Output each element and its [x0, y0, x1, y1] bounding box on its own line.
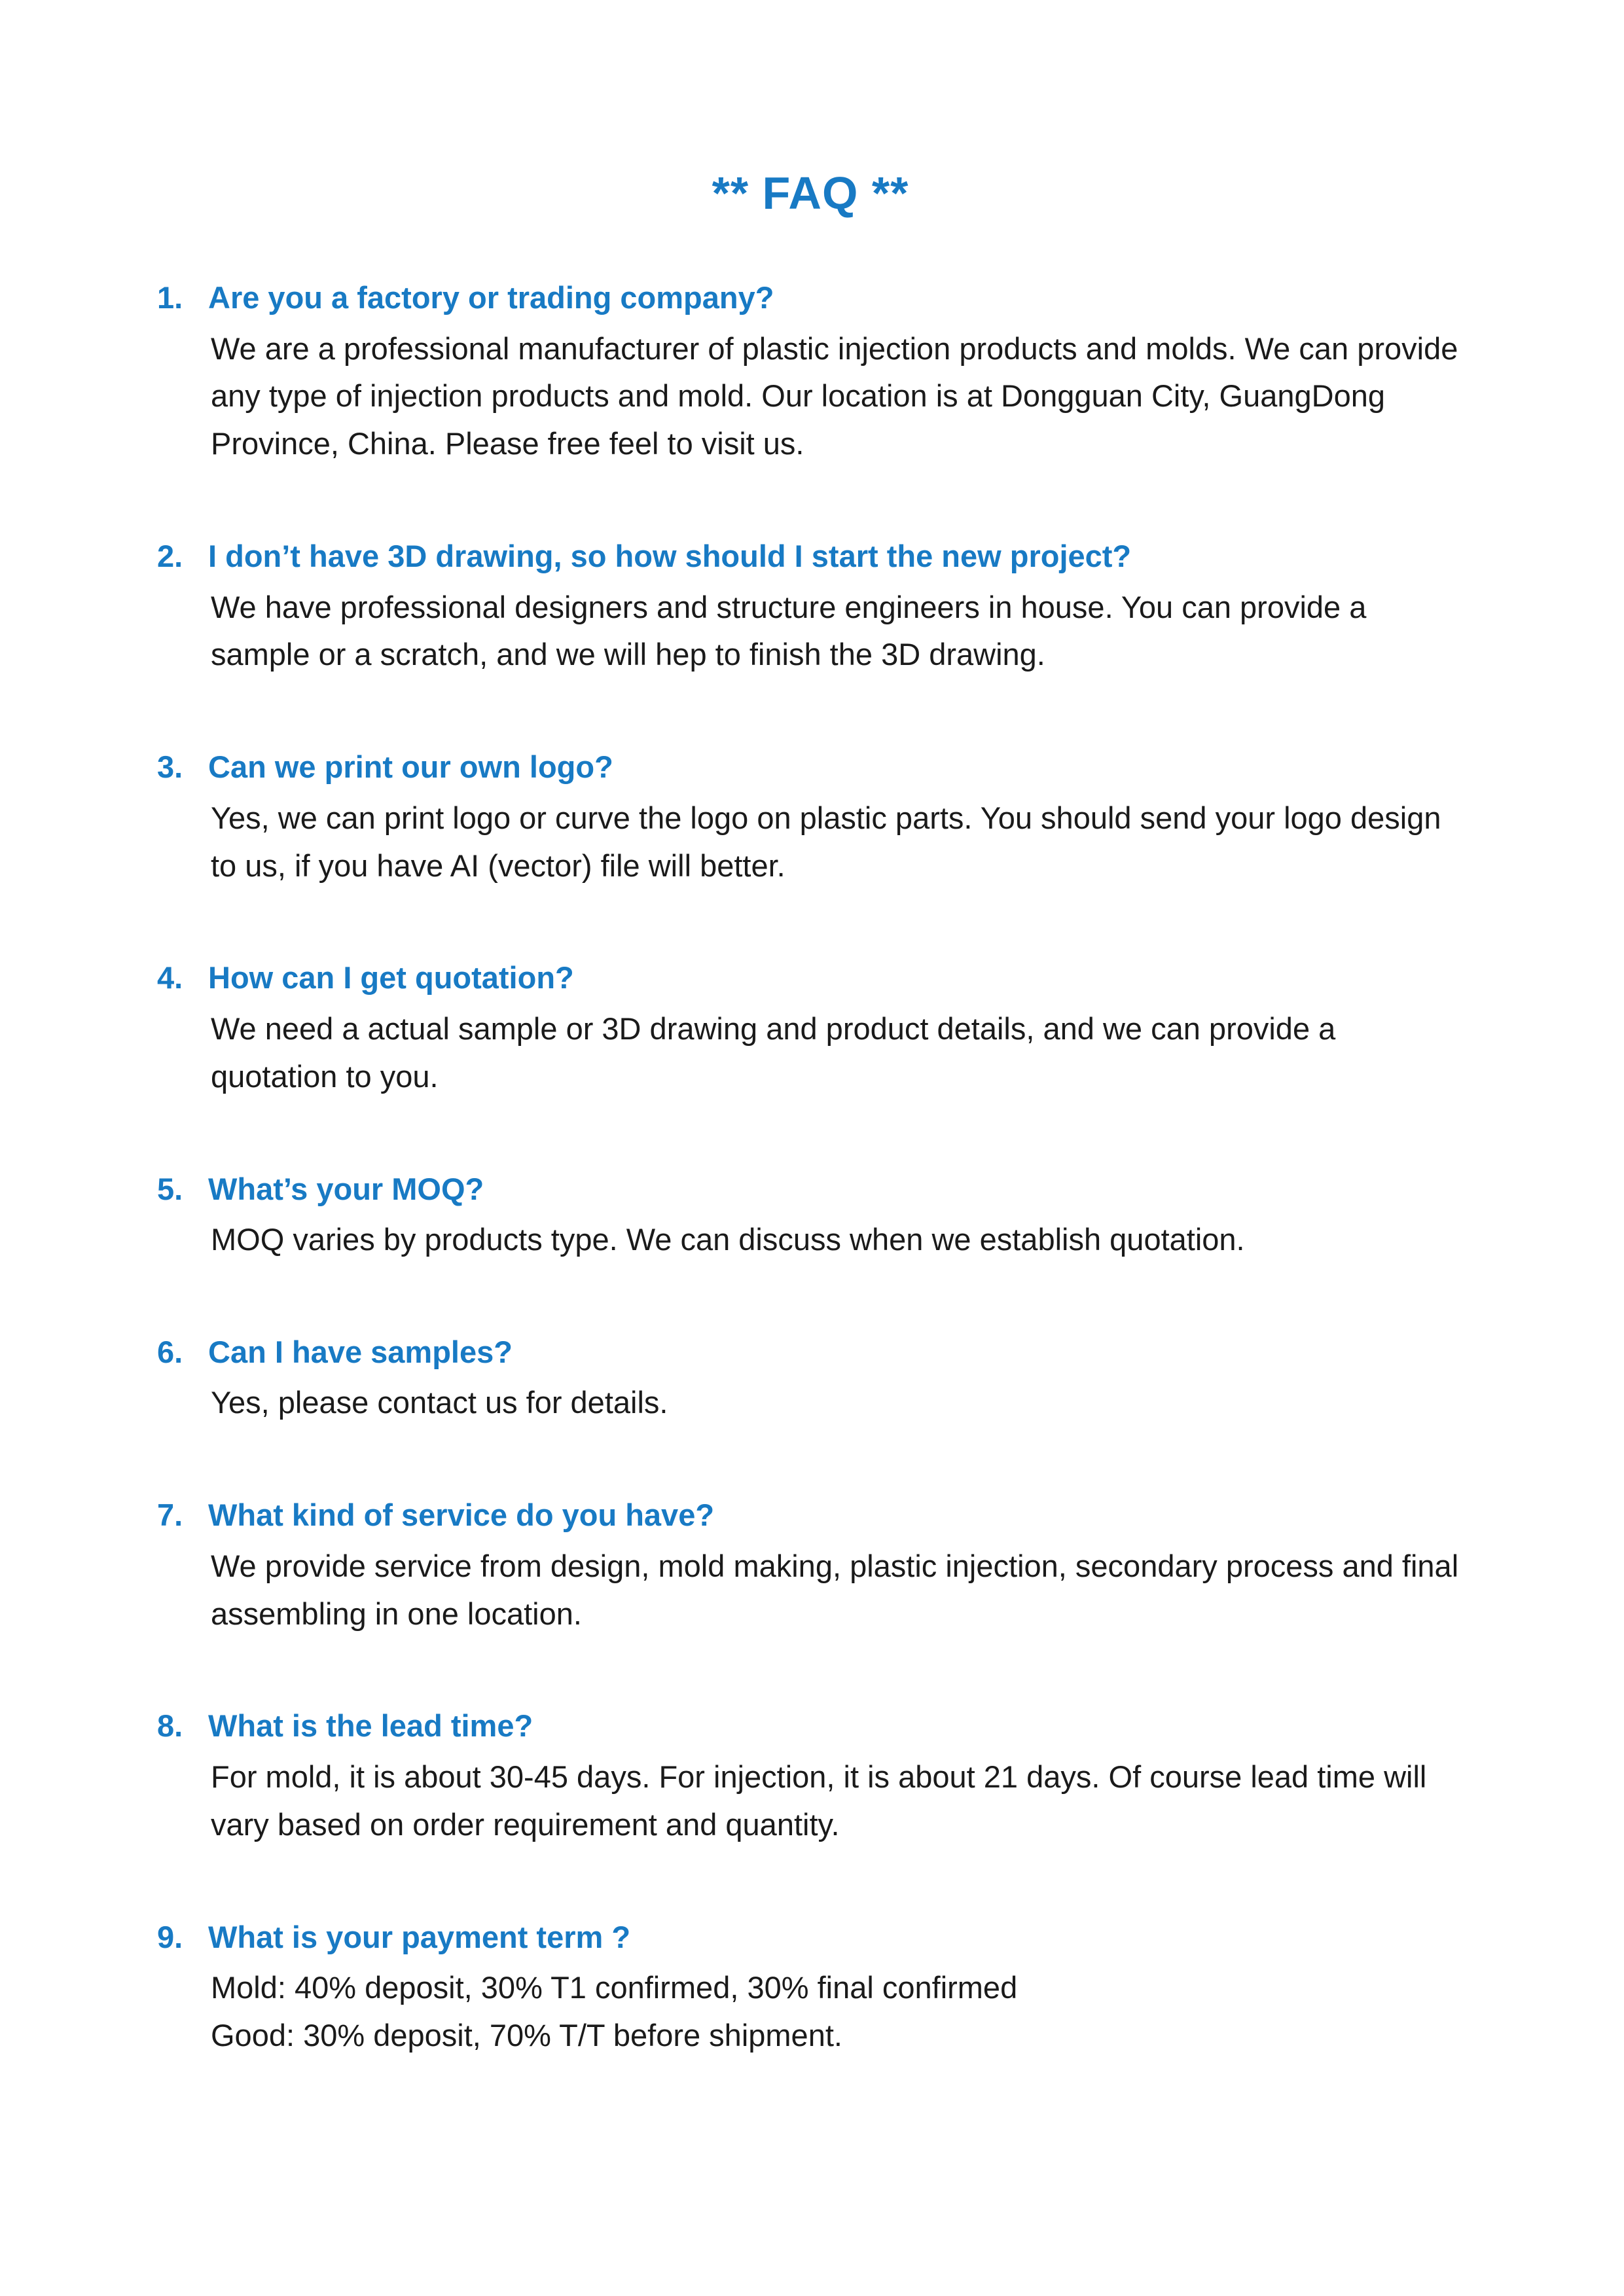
faq-item-number: 1. — [157, 280, 183, 315]
faq-answer — [208, 1379, 1464, 1427]
faq-question: What kind of service do you have? — [208, 1498, 715, 1533]
faq-answer — [208, 325, 1464, 469]
faq-item-number: 6. — [157, 1334, 183, 1369]
faq-question: How can I get quotation? — [208, 960, 574, 996]
faq-answer — [208, 1005, 1464, 1101]
faq-answer — [208, 1964, 1464, 2060]
faq-list — [157, 275, 1464, 2060]
faq-item — [157, 744, 1464, 889]
faq-answer — [208, 1753, 1464, 1849]
faq-question: I don’t have 3D drawing, so how should I start the new project? — [208, 539, 1132, 574]
faq-question-row — [157, 275, 1464, 321]
faq-item-number: 8. — [157, 1708, 183, 1744]
faq-answer — [208, 1543, 1464, 1638]
faq-answer — [208, 795, 1464, 890]
faq-item — [157, 275, 1464, 468]
faq-item — [157, 1703, 1464, 1848]
faq-answer-line: For mold, it is about 30-45 days. For injection, it is about 21 days. Of course lead time will vary based on order requirement and quantity. — [211, 1759, 1427, 1842]
faq-item — [157, 1329, 1464, 1427]
faq-item — [157, 1914, 1464, 2060]
faq-question: What’s your MOQ? — [208, 1171, 484, 1206]
faq-answer-line: We need a actual sample or 3D drawing and product details, and we can provide a quotation to you. — [211, 1011, 1336, 1094]
faq-question: Are you a factory or trading company? — [208, 280, 774, 315]
faq-question-row — [157, 1914, 1464, 1961]
faq-answer-line: MOQ varies by products type. We can discuss when we establish quotation. — [211, 1222, 1245, 1257]
faq-answer-line: Good: 30% deposit, 70% T/T before shipment. — [211, 2018, 842, 2053]
faq-answer — [208, 584, 1464, 679]
faq-question: What is the lead time? — [208, 1708, 533, 1744]
faq-item — [157, 1492, 1464, 1638]
faq-question-row — [157, 744, 1464, 791]
faq-answer-line: We provide service from design, mold making, plastic injection, secondary process and final assembling in one location. — [211, 1548, 1459, 1631]
faq-question: Can I have samples? — [208, 1334, 513, 1369]
faq-item-number: 2. — [157, 539, 183, 574]
faq-answer-line: We are a professional manufacturer of plastic injection products and molds. We can provide any type of injection products and mold. Our location is at Dongguan City, GuangDong Province, China. Please free feel to visit us. — [211, 331, 1458, 461]
faq-item-number: 5. — [157, 1171, 183, 1206]
faq-question-row — [157, 1703, 1464, 1749]
faq-item-number: 3. — [157, 749, 183, 785]
faq-item — [157, 1166, 1464, 1264]
faq-item — [157, 533, 1464, 679]
faq-answer — [208, 1216, 1464, 1264]
page-title: ** FAQ ** — [712, 168, 909, 219]
faq-question-row — [157, 1492, 1464, 1539]
faq-question: Can we print our own logo? — [208, 749, 613, 785]
faq-question-row — [157, 1329, 1464, 1376]
faq-question-row — [157, 1166, 1464, 1213]
faq-item-number: 9. — [157, 1919, 183, 1954]
faq-answer-line: We have professional designers and structure engineers in house. You can provide a sample or a scratch, and we will hep to finish the 3D drawing. — [211, 589, 1367, 672]
faq-question: What is your payment term ? — [208, 1919, 631, 1954]
faq-answer-line: Mold: 40% deposit, 30% T1 confirmed, 30% final confirmed — [211, 1970, 1018, 2005]
faq-item-number: 4. — [157, 960, 183, 996]
faq-question-row — [157, 533, 1464, 580]
faq-question-row — [157, 955, 1464, 1001]
faq-answer-line: Yes, we can print logo or curve the logo on plastic parts. You should send your logo design to us, if you have AI (vector) file will better. — [211, 800, 1441, 883]
faq-answer-line: Yes, please contact us for details. — [211, 1385, 668, 1420]
faq-item — [157, 955, 1464, 1100]
faq-item-number: 7. — [157, 1498, 183, 1533]
